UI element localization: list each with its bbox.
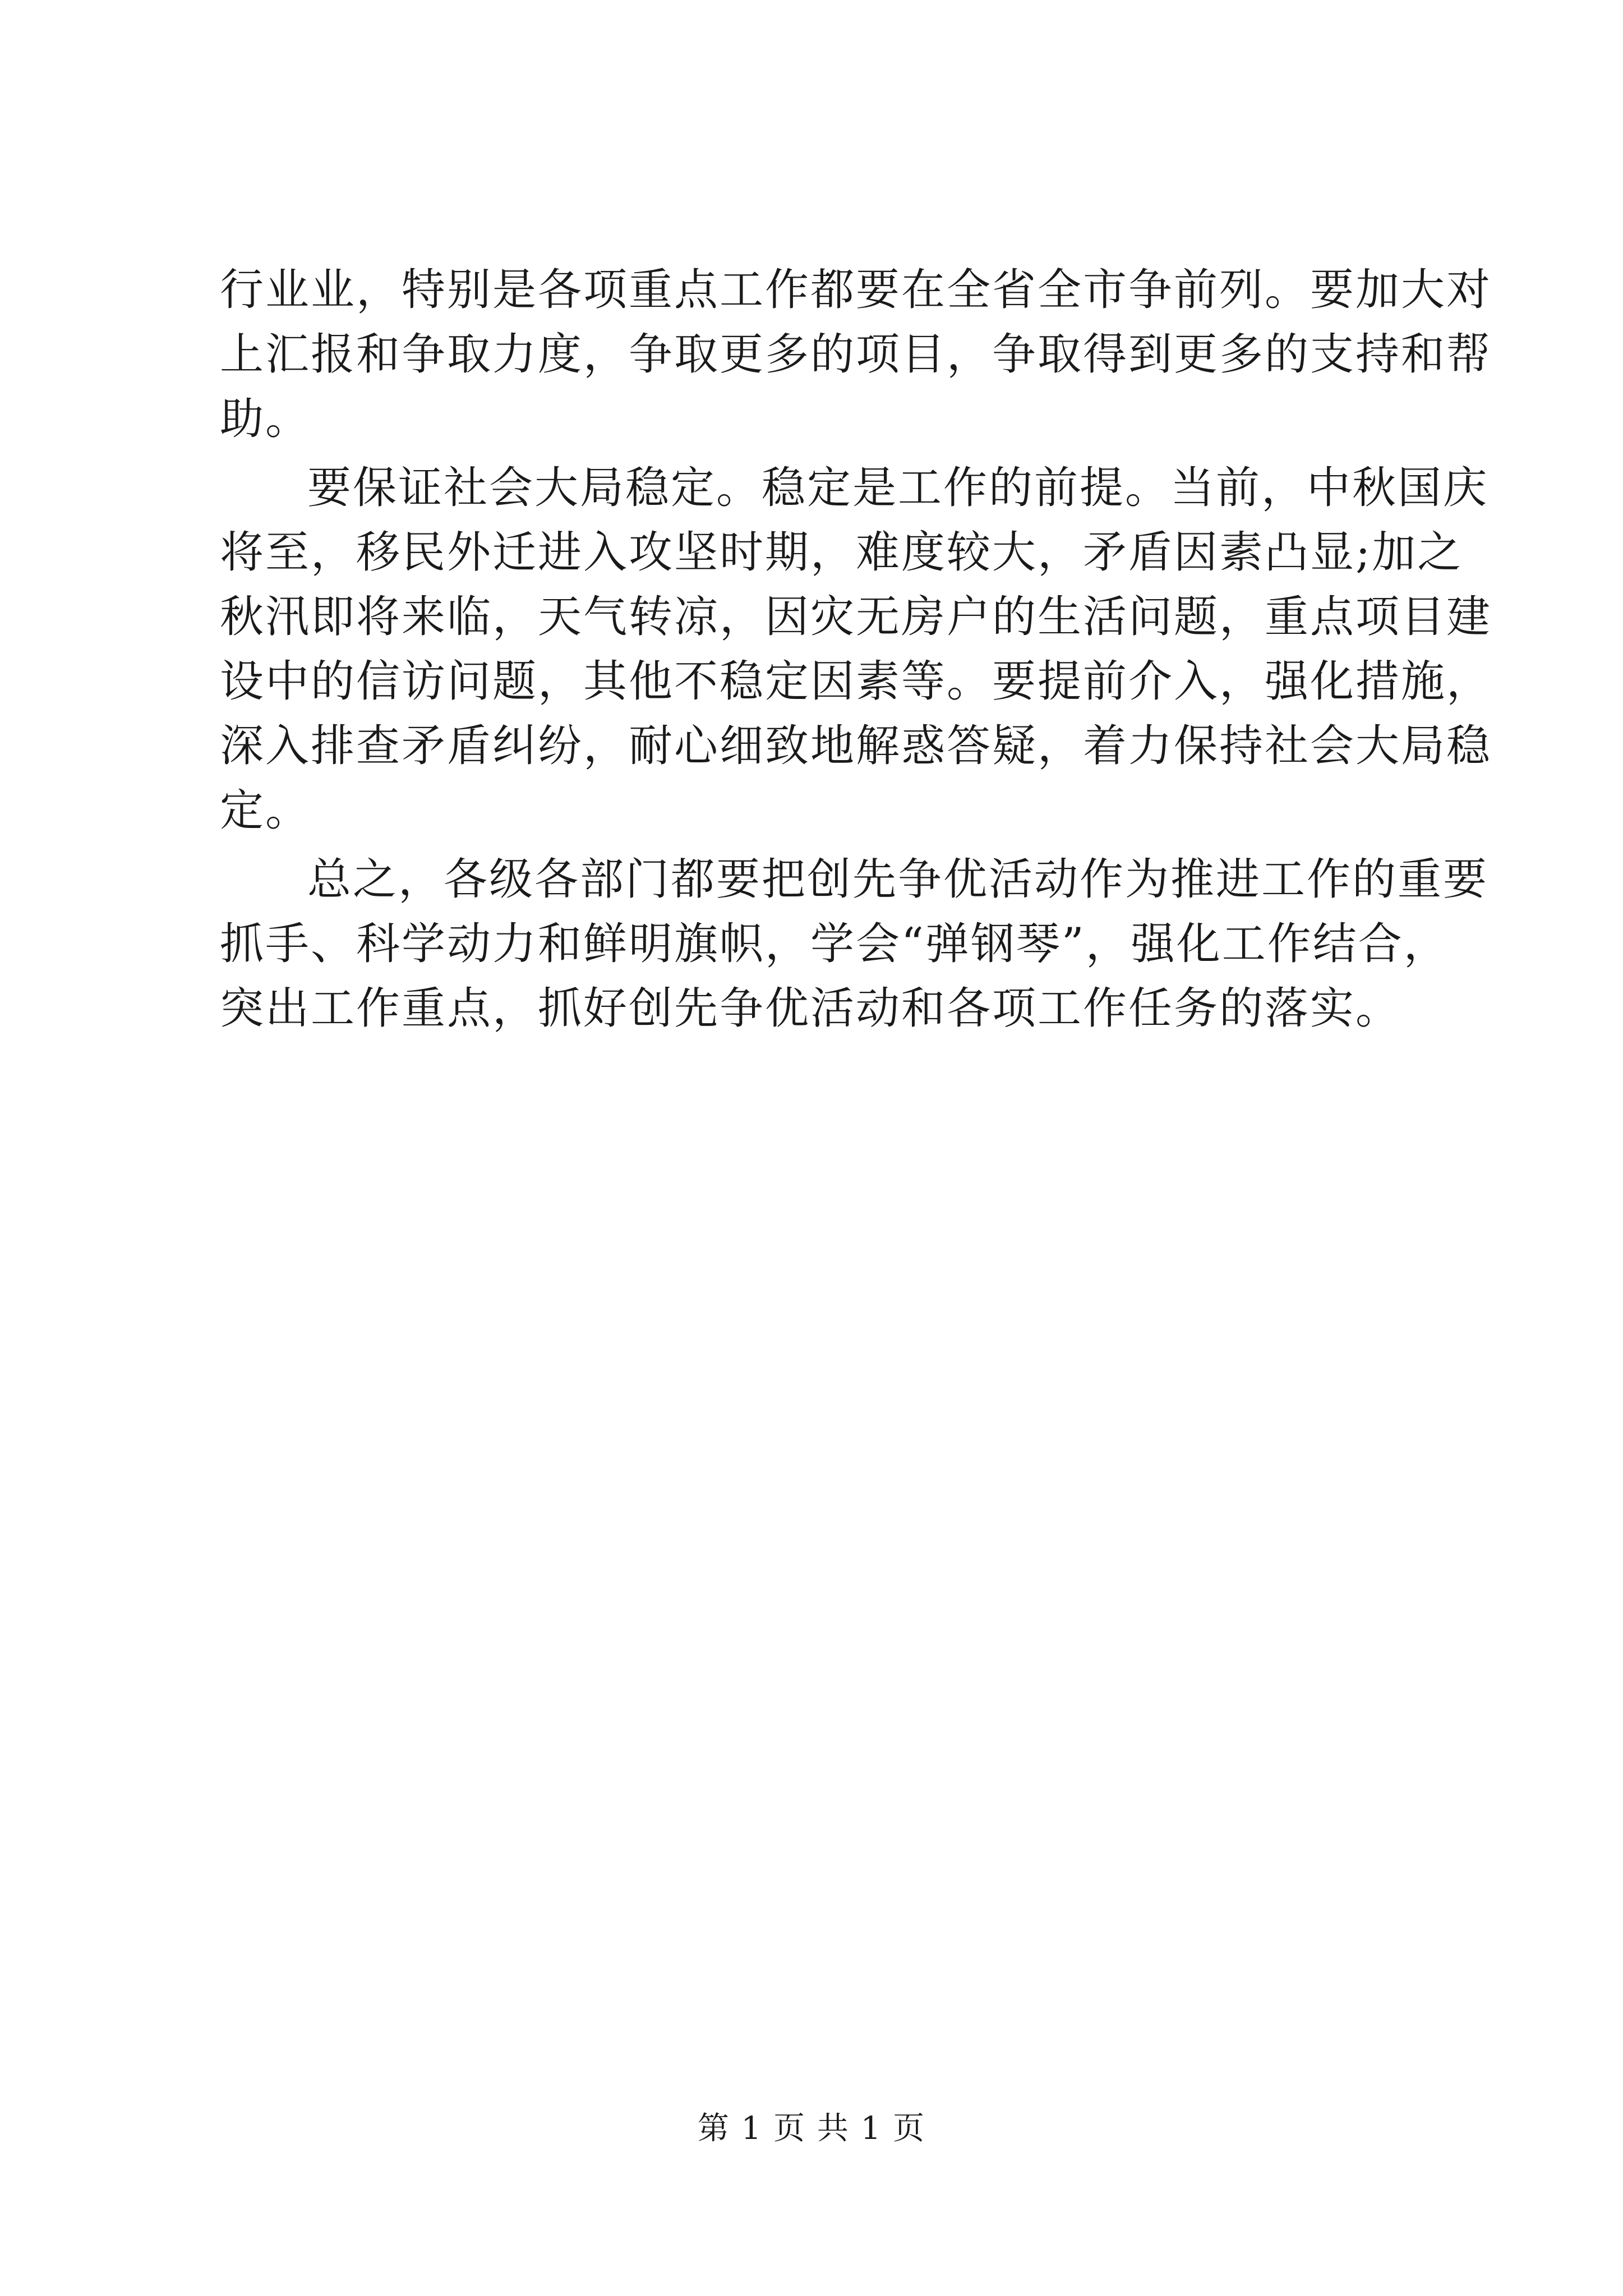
document-body bbox=[220, 258, 1492, 1041]
paragraph-1 bbox=[220, 258, 1492, 452]
paragraph-line: 助。 bbox=[220, 394, 311, 444]
paragraph-line: 深入排查矛盾纠纷，耐心细致地解惑答疑，着力保持社会大局稳 bbox=[220, 721, 1492, 771]
paragraph-line: 行业业，特别是各项重点工作都要在全省全市争前列。要加大对 bbox=[220, 265, 1492, 315]
page-footer: 第 1 页 共 1 页 bbox=[697, 2110, 926, 2147]
paragraph-line: 将至，移民外迁进入攻坚时期，难度较大，矛盾因素凸显;加之 bbox=[220, 527, 1463, 578]
paragraph-3 bbox=[220, 848, 1489, 1041]
paragraph-line: 要保证社会大局稳定。稳定是工作的前提。当前，中秋国庆 bbox=[307, 463, 1489, 513]
paragraph-line: 定。 bbox=[220, 785, 311, 836]
paragraph-2 bbox=[220, 456, 1492, 843]
paragraph-line: 上汇报和争取力度，争取更多的项目，争取得到更多的支持和帮 bbox=[220, 329, 1492, 380]
paragraph-line: 突出工作重点，抓好创先争优活动和各项工作任务的落实。 bbox=[220, 983, 1401, 1034]
paragraph-line: 总之，各级各部门都要把创先争优活动作为推进工作的重要 bbox=[307, 854, 1489, 905]
paragraph-line: 抓手、科学动力和鲜明旗帜，学会“弹钢琴”，强化工作结合， bbox=[220, 919, 1449, 969]
paragraph-line: 秋汛即将来临，天气转凉，因灾无房户的生活问题，重点项目建 bbox=[220, 592, 1492, 642]
paragraph-line: 设中的信访问题，其他不稳定因素等。要提前介入，强化措施， bbox=[220, 656, 1492, 707]
